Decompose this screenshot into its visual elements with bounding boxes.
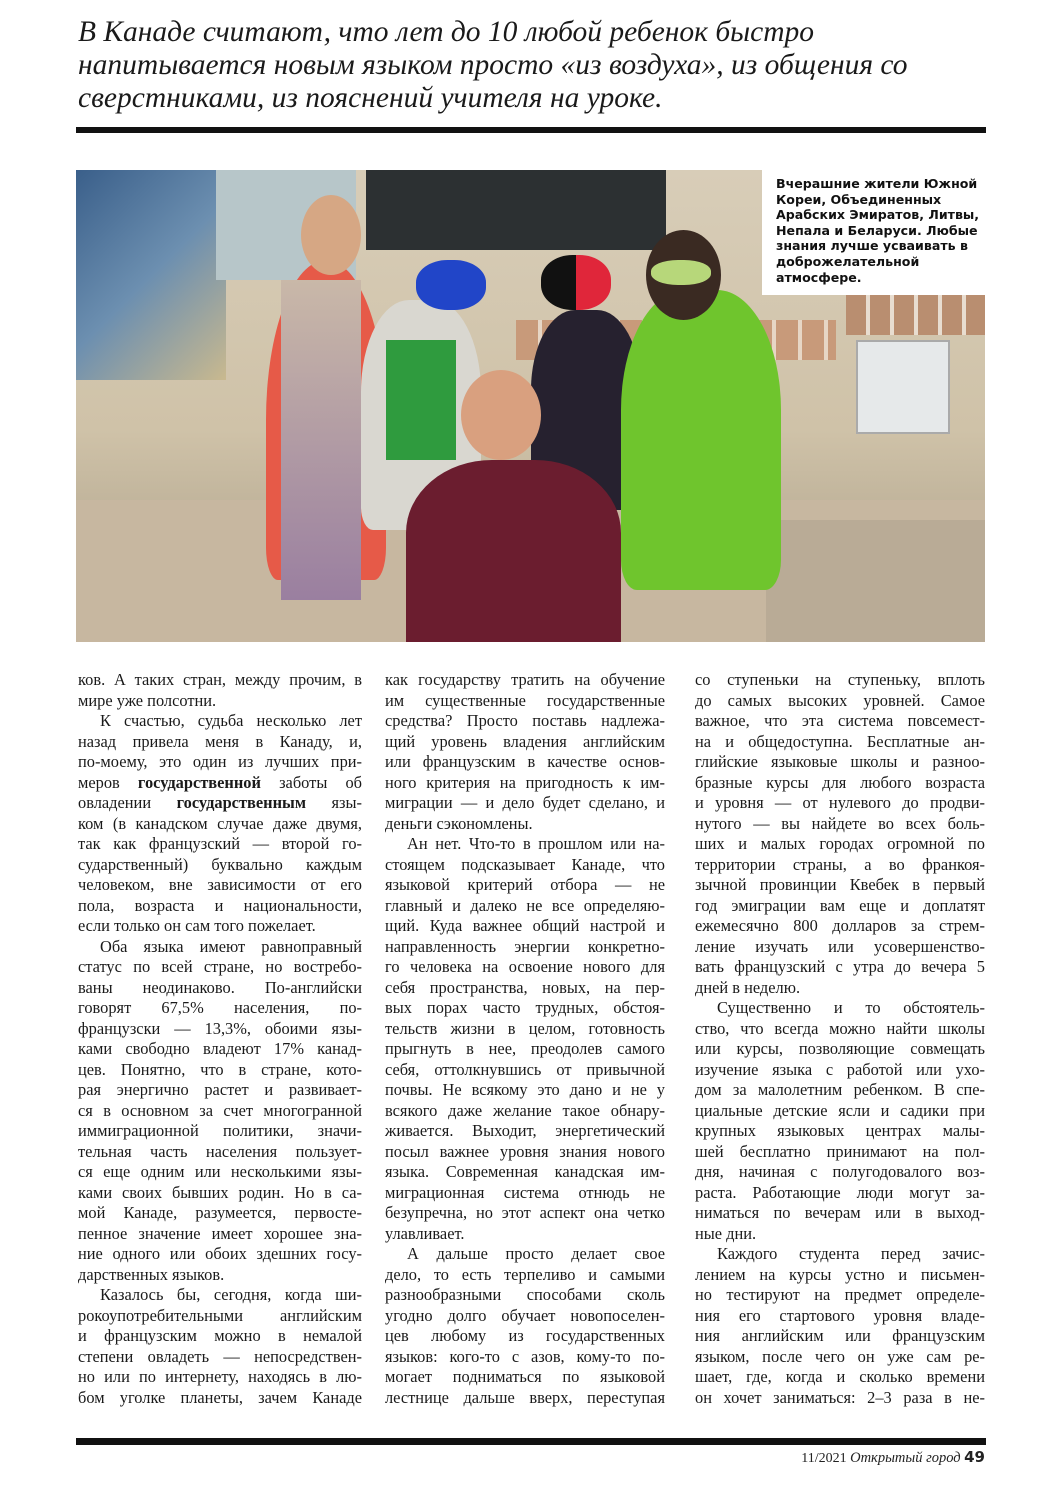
text-segment: ление изучать или усовершенство- xyxy=(695,936,985,956)
text-line xyxy=(78,937,362,958)
text-line xyxy=(385,1101,665,1122)
text-segment: направленность энергии конкретно- xyxy=(385,936,665,956)
text-line xyxy=(385,834,665,855)
text-line xyxy=(385,691,665,712)
text-line xyxy=(695,1039,985,1060)
text-line xyxy=(385,916,665,937)
text-line xyxy=(78,1224,362,1245)
text-segment: почвы. Не всякому это дано и не у xyxy=(385,1080,665,1099)
article-column-2 xyxy=(385,670,665,1408)
text-line xyxy=(78,855,362,876)
text-segment: живается. Выходит, энергетический xyxy=(385,1121,665,1140)
text-segment: языка. Современная канадская им- xyxy=(385,1162,665,1181)
text-segment: важное, что эта система повсемест- xyxy=(695,711,985,730)
text-segment: щий. Куда важнее общий настрой и xyxy=(385,916,665,935)
text-line xyxy=(385,752,665,773)
text-segment: территории страны, а во франкоя- xyxy=(695,854,985,874)
text-segment: циальные детские ясли и садики при xyxy=(695,1100,985,1120)
bottom-divider xyxy=(76,1438,986,1445)
text-segment: на и общедоступна. Бесплатные ан- xyxy=(695,731,985,751)
text-line xyxy=(695,1244,985,1265)
text-segment: лением на курсы устно и письмен- xyxy=(695,1264,985,1284)
text-line xyxy=(385,957,665,978)
text-line xyxy=(385,1019,665,1040)
text-line xyxy=(695,834,985,855)
text-segment: ство, что всегда можно найти школы xyxy=(695,1018,985,1038)
text-segment: овладении xyxy=(78,793,177,812)
text-line xyxy=(695,978,985,999)
text-segment: глийские языковые школы и разноо- xyxy=(695,752,985,771)
text-line xyxy=(385,896,665,917)
text-line xyxy=(78,1101,362,1122)
text-line xyxy=(78,1039,362,1060)
text-line xyxy=(695,691,985,712)
text-line xyxy=(385,1265,665,1286)
text-line xyxy=(78,1347,362,1368)
text-segment: шей бесплатно принимают на пол- xyxy=(695,1141,985,1161)
text-line xyxy=(78,1244,362,1265)
text-segment: ками свободно владеют 17% канад- xyxy=(78,1039,362,1058)
text-segment: ком (в канадском случае даже двумя, xyxy=(78,813,362,833)
text-line xyxy=(78,1265,362,1286)
text-segment: себя, оттолкнувшись от привычной xyxy=(385,1059,665,1079)
text-line xyxy=(695,1285,985,1306)
text-line xyxy=(385,1121,665,1142)
text-line xyxy=(695,1326,985,1347)
text-segment: могает подниматься по языковой xyxy=(385,1367,665,1386)
text-segment: если только он сам того пожелает. xyxy=(78,916,316,935)
text-line xyxy=(78,978,362,999)
text-segment: К счастью, судьба несколько лет xyxy=(100,711,362,730)
text-segment: ся в основном за счет многогранной xyxy=(78,1100,362,1120)
text-segment: разнообразными способами сколь xyxy=(385,1285,665,1304)
text-line xyxy=(385,1367,665,1388)
text-line xyxy=(385,1388,665,1409)
text-segment: тельств жизни в целом, готовность xyxy=(385,1018,665,1038)
text-segment: Ан нет. Что-то в прошлом или на- xyxy=(407,834,665,853)
text-line xyxy=(78,834,362,855)
text-segment: прыгнуть в нее, преодолев самого xyxy=(385,1039,665,1058)
page-footer xyxy=(801,1448,985,1467)
text-segment: языком, после чего он уже сам ре- xyxy=(695,1346,985,1366)
text-segment: ные дни. xyxy=(695,1223,757,1243)
text-line xyxy=(385,814,665,835)
photo-caption: Вчерашние жители Южной Кореи, Объединенных Арабских Эмиратов, Литвы, Непала и Беларуси. Любые знания лучше усваивать в доброжелательной атмосфере. xyxy=(776,176,980,285)
text-line xyxy=(695,1080,985,1101)
text-line xyxy=(385,1162,665,1183)
text-segment: деньги сэкономлены. xyxy=(385,813,533,833)
text-segment: рая энергично растет и развивает- xyxy=(78,1080,362,1099)
text-line xyxy=(78,752,362,773)
article-column-3 xyxy=(695,670,985,1408)
text-segment: безупречна, но этот аспект она четко xyxy=(385,1203,665,1222)
text-line xyxy=(78,1183,362,1204)
text-segment: и уровня — от нулевого до продви- xyxy=(695,793,985,812)
text-segment: статус по всей стране, но востребо- xyxy=(78,957,362,976)
text-line xyxy=(695,1101,985,1122)
text-line xyxy=(385,1306,665,1327)
text-segment: мире уже полсотни. xyxy=(78,690,217,710)
text-line xyxy=(695,1183,985,1204)
text-segment: меров xyxy=(78,772,138,792)
text-segment: степени овладеть — непосредствен- xyxy=(78,1346,362,1366)
text-line xyxy=(695,1388,985,1409)
text-line xyxy=(695,1019,985,1040)
text-line xyxy=(78,1306,362,1327)
text-line xyxy=(385,978,665,999)
text-line xyxy=(78,1060,362,1081)
text-segment: так как французский — второй го- xyxy=(78,834,362,853)
text-line xyxy=(695,773,985,794)
text-line xyxy=(695,793,985,814)
text-segment: А дальше просто делает свое xyxy=(407,1244,665,1263)
text-line xyxy=(695,1121,985,1142)
text-segment: но или по интернету, находясь в лю- xyxy=(78,1367,362,1386)
text-segment: Существенно и то обстоятель- xyxy=(717,998,985,1017)
text-segment: языковой критерий отбора — не xyxy=(385,875,665,894)
text-segment: или курсы, позволяющие совмещать xyxy=(695,1039,985,1058)
text-segment: дарственных языков. xyxy=(78,1264,225,1284)
text-line xyxy=(695,1347,985,1368)
text-line xyxy=(695,1142,985,1163)
text-segment: пола, возраста и национальности, xyxy=(78,895,362,915)
text-line xyxy=(385,711,665,732)
text-segment: главный и далеко не все определяю- xyxy=(385,895,665,915)
text-line xyxy=(695,916,985,937)
lead-quote: В Канаде считают, что лет до 10 любой ребенок быстро напитывается новым языком просто «из воздуха», из общения со сверстниками, из пояснений учителя на уроке. xyxy=(78,16,908,114)
text-segment: миграции — и дело будет сделано, и xyxy=(385,793,665,812)
text-line xyxy=(78,732,362,753)
text-segment: раста. Работающие люди могут за- xyxy=(695,1182,985,1202)
text-segment: по-моему, это один из лучших при- xyxy=(78,752,362,771)
text-segment: дело, то есть терпеливо и самыми xyxy=(385,1264,665,1284)
text-segment: ваны неодинаково. По-английски xyxy=(78,977,362,997)
text-line xyxy=(695,1224,985,1245)
text-line xyxy=(78,1203,362,1224)
text-line xyxy=(695,670,985,691)
text-line xyxy=(385,1183,665,1204)
top-divider xyxy=(76,127,986,133)
text-segment: лестнице дальше вверх, переступая xyxy=(385,1387,665,1407)
text-line xyxy=(385,1039,665,1060)
text-line xyxy=(695,896,985,917)
text-line xyxy=(385,732,665,753)
text-segment: тельная часть населения пользует- xyxy=(78,1141,362,1161)
article-column-1 xyxy=(78,670,362,1408)
text-line xyxy=(78,711,362,732)
text-segment: ния английским или французским xyxy=(695,1326,985,1345)
text-segment: иммиграционной политики, значи- xyxy=(78,1121,362,1140)
text-segment: угодно долго обучает новопоселен- xyxy=(385,1305,665,1325)
text-segment: как государству тратить на обучение xyxy=(385,670,665,689)
text-segment: всякого даже желание такое обнару- xyxy=(385,1100,665,1120)
text-line xyxy=(695,1162,985,1183)
bold-text: государственным xyxy=(176,793,306,812)
text-segment: человеком, вне зависимости от его xyxy=(78,875,362,894)
text-line xyxy=(385,1244,665,1265)
text-segment: Каждого студента перед зачис- xyxy=(717,1244,985,1263)
text-line xyxy=(78,773,362,794)
text-segment: до самых высоких уровней. Самое xyxy=(695,690,985,710)
text-line xyxy=(695,1060,985,1081)
text-line xyxy=(78,793,362,814)
text-line xyxy=(78,691,362,712)
text-line xyxy=(78,1142,362,1163)
text-segment: со ступеньки на ступеньку, вплоть xyxy=(695,670,985,689)
text-line xyxy=(78,916,362,937)
text-segment: языков: кого-то с азов, кому-то по- xyxy=(385,1346,665,1366)
text-segment: год эмиграции вам еще и доплатят xyxy=(695,895,985,915)
text-segment: но тестируют на предмет определе- xyxy=(695,1285,985,1304)
text-segment: им существенные государственные xyxy=(385,690,665,710)
text-segment: цев любому из государственных xyxy=(385,1326,665,1345)
photo-caption-box xyxy=(762,170,985,295)
text-line xyxy=(78,670,362,691)
text-segment: он хочет заниматься: 2–3 раза в не- xyxy=(695,1387,985,1407)
text-segment: вать французский с утра до вечера 5 xyxy=(695,957,985,976)
text-line xyxy=(78,896,362,917)
text-line xyxy=(695,752,985,773)
text-segment: французски — 13,3%, обоими язы- xyxy=(78,1018,362,1038)
text-segment: зычной провинции Квебек в первый xyxy=(695,875,985,894)
page-number: 49 xyxy=(964,1448,985,1466)
text-segment: сударственный) буквально каждым xyxy=(78,854,362,874)
text-line xyxy=(78,1121,362,1142)
text-segment: заботы об xyxy=(260,772,362,792)
text-segment: вых порах часто трудных, обстоя- xyxy=(385,998,665,1017)
text-line xyxy=(695,998,985,1019)
text-line xyxy=(385,1203,665,1224)
text-segment: рокоупотребительными английским xyxy=(78,1305,362,1325)
text-segment: стоящем подсказывает Канаде, что xyxy=(385,854,665,874)
text-line xyxy=(78,1162,362,1183)
text-segment: ших и малых городах огромной по xyxy=(695,834,985,853)
text-segment: ного критерия на пригодность к им- xyxy=(385,772,665,792)
text-line xyxy=(385,1224,665,1245)
text-segment: или французским в качестве основ- xyxy=(385,752,665,771)
text-line xyxy=(695,937,985,958)
text-segment: ежемесячно 800 долларов за стрем- xyxy=(695,916,985,935)
text-line xyxy=(695,855,985,876)
text-line xyxy=(385,773,665,794)
text-segment: посыл важнее уровня знания нового xyxy=(385,1141,665,1161)
text-segment: ков. А таких стран, между прочим, в xyxy=(78,670,362,689)
text-line xyxy=(385,937,665,958)
text-line xyxy=(385,670,665,691)
text-line xyxy=(385,875,665,896)
text-line xyxy=(78,1080,362,1101)
text-segment: Казалось бы, сегодня, когда ши- xyxy=(100,1285,362,1304)
text-line xyxy=(695,957,985,978)
text-segment: Оба языка имеют равноправный xyxy=(100,936,362,956)
text-line xyxy=(78,814,362,835)
text-segment: назад привела меня в Канаду, и, xyxy=(78,731,362,751)
text-line xyxy=(78,1019,362,1040)
text-line xyxy=(385,998,665,1019)
text-line xyxy=(78,998,362,1019)
text-line xyxy=(385,855,665,876)
text-line xyxy=(385,1080,665,1101)
text-segment: цев. Понятно, что в стране, кото- xyxy=(78,1059,362,1079)
text-segment: ниматься по вечерам или в выход- xyxy=(695,1203,985,1222)
bold-text: государственной xyxy=(137,772,261,792)
text-line xyxy=(695,711,985,732)
text-segment: мой Канаде, разумеется, первосте- xyxy=(78,1203,362,1222)
text-segment: ся еще одним или несколькими язы- xyxy=(78,1162,362,1181)
text-line xyxy=(695,1306,985,1327)
text-line xyxy=(78,1367,362,1388)
text-line xyxy=(695,814,985,835)
magazine-name: Открытый город xyxy=(850,1450,961,1466)
text-segment: дней в неделю. xyxy=(695,977,801,997)
text-line xyxy=(78,1285,362,1306)
text-segment: ками своих бывших родин. Но в са- xyxy=(78,1182,362,1202)
text-line xyxy=(78,875,362,896)
issue-number: 11/2021 xyxy=(801,1451,847,1466)
text-segment: миграционная система отнюдь не xyxy=(385,1182,665,1202)
text-line xyxy=(695,875,985,896)
text-segment: ние одного или обоих здешних госу- xyxy=(78,1244,362,1263)
text-segment: и французским можно в немалой xyxy=(78,1326,362,1345)
text-line xyxy=(385,1347,665,1368)
text-segment: бом уголке планеты, зачем Канаде xyxy=(78,1387,362,1407)
text-line xyxy=(695,732,985,753)
text-line xyxy=(385,1142,665,1163)
text-segment: язы- xyxy=(305,793,362,812)
text-segment: шает, где, когда и сколько времени xyxy=(695,1367,985,1386)
text-segment: щий уровень владения английским xyxy=(385,731,665,751)
text-segment: дня, начиная с полугодовалого воз- xyxy=(695,1162,985,1181)
text-segment: средства? Просто поставь надлежа- xyxy=(385,711,665,730)
text-line xyxy=(695,1203,985,1224)
text-line xyxy=(385,1060,665,1081)
text-segment: изучение языка с работой или ухо- xyxy=(695,1059,985,1079)
text-line xyxy=(385,1285,665,1306)
text-line xyxy=(78,1326,362,1347)
text-segment: го человека на освоение нового для xyxy=(385,957,665,976)
text-segment: крупных языковых центрах малы- xyxy=(695,1121,985,1140)
text-line xyxy=(695,1367,985,1388)
text-line xyxy=(385,793,665,814)
text-line xyxy=(78,1388,362,1409)
text-segment: себя пространства, новых, на пер- xyxy=(385,977,665,997)
text-segment: говорят 67,5% населения, по- xyxy=(78,998,362,1017)
text-segment: дом за малолетним ребенком. В спе- xyxy=(695,1080,985,1099)
text-segment: пенное значение имеет хорошее зна- xyxy=(78,1223,362,1243)
text-segment: бразные курсы для любого возраста xyxy=(695,772,985,792)
text-segment: ния его стартового уровня владе- xyxy=(695,1305,985,1325)
text-line xyxy=(78,957,362,978)
text-segment: нутого — вы найдете во всех боль- xyxy=(695,813,985,833)
text-segment: улавливает. xyxy=(385,1223,465,1243)
text-line xyxy=(695,1265,985,1286)
text-line xyxy=(385,1326,665,1347)
